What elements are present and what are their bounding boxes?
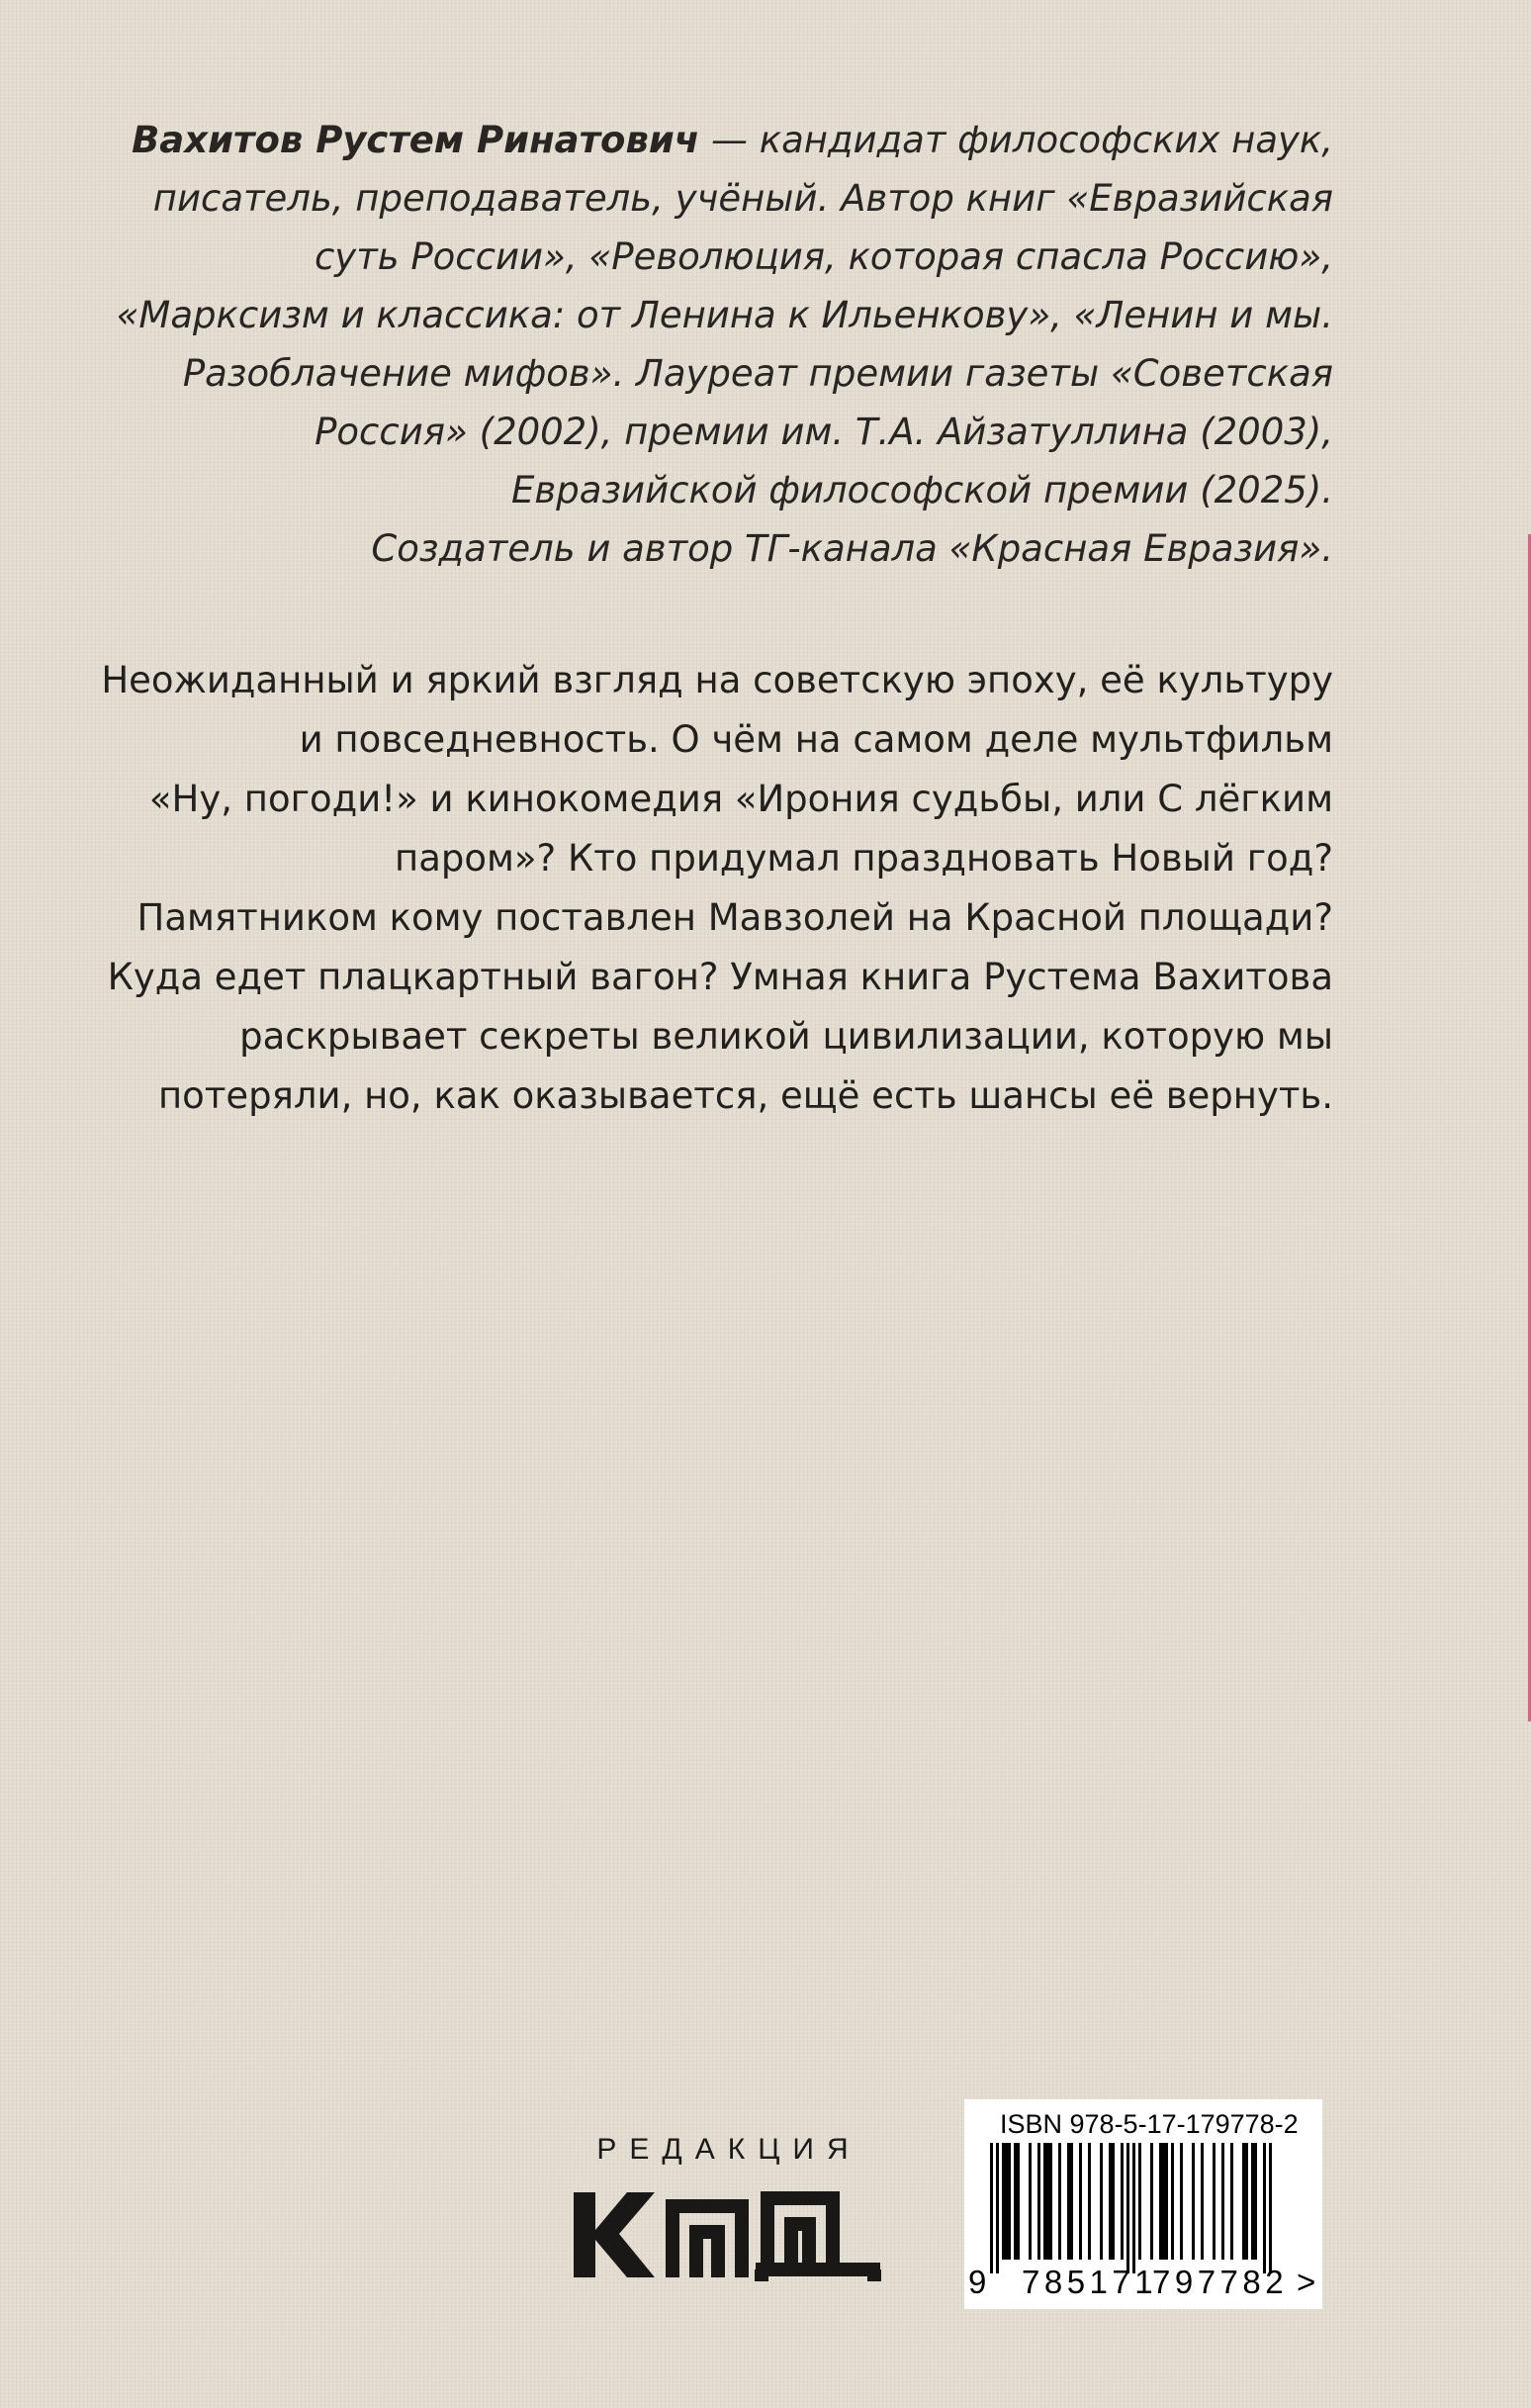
publisher-caption: РЕДАКЦИЯ [596,2133,861,2166]
barcode-bar [1049,2143,1052,2260]
author-bio [87,111,1333,578]
barcode-bar [1221,2143,1224,2260]
author-name: Вахитов Рустем Ринатович [132,119,700,161]
barcode-bar [1180,2143,1183,2260]
barcode-bar [1079,2143,1082,2260]
barcode-bar [1171,2143,1174,2260]
barcode-bar [1126,2143,1129,2273]
barcode-bar [1251,2143,1254,2260]
description-line: Неожиданный и яркий взгляд на советскую эпоху, её культуру [101,659,1333,701]
description-line: «Ну, погоди!» и кинокомедия «Ирония судьбы, или С лёгким [148,778,1333,820]
barcode-bar [1109,2143,1112,2260]
barcode-bar [1150,2143,1153,2260]
barcode-bar [1100,2143,1103,2260]
barcode-bar [1245,2143,1248,2260]
author-bio-line: Россия» (2002), премии им. Т.А. Айзатуллина (2003), [315,411,1333,453]
book-description [95,651,1333,1126]
barcode-bar [1112,2143,1115,2260]
description-line: потеряли, но, как оказывается, ещё есть шансы её вернуть. [157,1074,1333,1117]
barcode [964,2143,1322,2273]
barcode-bar [990,2143,993,2273]
description-line: Куда едет плацкартный вагон? Умная книга Рустема Вахитова [107,956,1333,998]
barcode-bar [1269,2143,1272,2273]
barcode-bar [1029,2143,1032,2260]
barcode-first-digit: 9 [968,2264,987,2300]
barcode-bar [996,2143,999,2273]
barcode-bar [1070,2143,1073,2260]
author-bio-line: суть России», «Революция, которая спасла Россию», [314,235,1333,278]
barcode-bar [1162,2143,1165,2260]
description-line: и повседневность. О чём на самом деле мультфильм [299,718,1333,761]
barcode-arrow: > [1297,2264,1316,2300]
barcode-bar [1037,2143,1040,2260]
barcode-bar [1138,2143,1141,2260]
barcode-bar [1043,2143,1046,2260]
description-line: раскрывает секреты великой цивилизации, которую мы [239,1015,1333,1058]
author-bio-line: «Марксизм и классика: от Ленина к Ильенкову», «Ленин и мы. [116,294,1333,336]
barcode-right-digits: 797782 [1152,2264,1289,2300]
barcode-bar [1121,2143,1124,2260]
barcode-bar [1008,2143,1011,2260]
barcode-bar [1067,2143,1070,2260]
barcode-bar [1088,2143,1091,2260]
barcode-bar [1213,2143,1216,2260]
publisher-logo [566,2133,892,2291]
description-line: паром»? Кто придумал праздновать Новый год? [395,837,1333,880]
barcode-bar [1005,2143,1008,2260]
barcode-bar [1017,2143,1020,2260]
publisher-logo-mark [568,2184,892,2283]
barcode-bar [1192,2143,1195,2260]
barcode-bar [1165,2143,1168,2260]
barcode-bar [1002,2143,1005,2260]
barcode-bar [1014,2143,1017,2260]
barcode-bar [1132,2143,1135,2273]
barcode-bar [1159,2143,1162,2260]
barcode-bar [1242,2143,1245,2260]
author-bio-line: Евразийской философской премии (2025). [511,469,1333,511]
barcode-bar [1230,2143,1233,2260]
isbn-label: ISBN 978-5-17-179778-2 [1000,2109,1299,2139]
author-bio-line: Разоблачение мифов». Лауреат премии газеты «Советская [182,352,1333,395]
barcode-bar [1046,2143,1049,2260]
barcode-digits [964,2264,1322,2307]
barcode-bar [1263,2143,1266,2273]
author-bio-line [87,111,1333,169]
barcode-bar [1254,2143,1257,2260]
isbn-barcode-box [964,2099,1322,2309]
author-bio-line: Создатель и автор ТГ-канала «Красная Евразия». [371,527,1333,570]
barcode-bar [1058,2143,1061,2260]
author-bio-line1-rest: — кандидат философских наук, [699,119,1333,161]
barcode-left-digits: 785171 [1022,2264,1158,2300]
author-bio-line: писатель, преподаватель, учёный. Автор книг «Евразийская [152,177,1333,220]
description-line: Памятником кому поставлен Мавзолей на Красной площади? [136,896,1333,939]
barcode-bar [1201,2143,1204,2260]
